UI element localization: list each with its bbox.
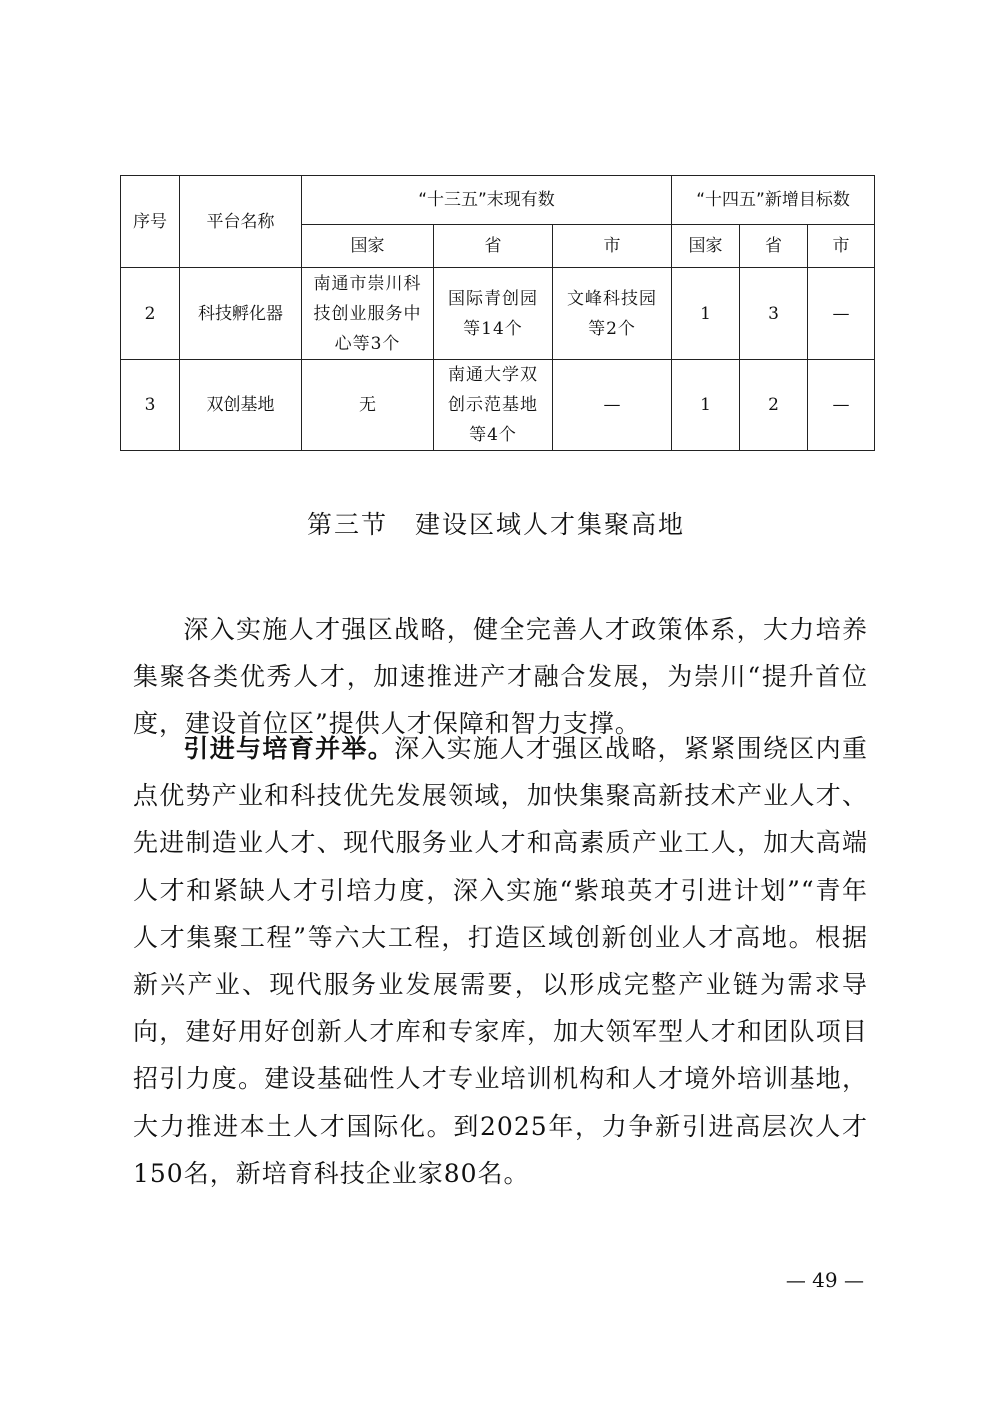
- row-target-province: 2: [740, 360, 808, 451]
- header-seq: 序号: [121, 176, 180, 268]
- row-target-city: —: [808, 268, 875, 360]
- platform-table: [120, 175, 875, 451]
- section-title: 第三节 建设区域人才集聚高地: [306, 510, 685, 539]
- header-target-city: 市: [808, 225, 875, 268]
- table-row: [121, 268, 875, 360]
- header-target-province: 省: [740, 225, 808, 268]
- header-existing-city: 市: [553, 225, 672, 268]
- row-target-national: 1: [672, 268, 740, 360]
- header-existing-province: 省: [434, 225, 553, 268]
- row-target-national: 1: [672, 360, 740, 451]
- paragraph-talent-text: 深入实施人才强区战略，紧紧围绕区内重点优势产业和科技优先发展领域，加快集聚高新技术产业人才、先进制造业人才、现代服务业人才和高素质产业工人，加大高端人才和紧缺人才引培力度，深入实施“紫琅英才引进计划”“青年人才集聚工程”等六大工程，打造区域创新创业人才高地。根据新兴产业、现代服务业发展需要，以形成完整产业链为需求导向，建好用好创新人才库和专家库，加大领军型人才和团队项目招引力度。建设基础性人才专业培训机构和人才境外培训基地，大力推进本土人才国际化。到2025年，力争新引进高层次人才150名，新培育科技企业家80名。: [133, 734, 868, 1188]
- table-row: [121, 360, 875, 451]
- page-number: — 49 —: [785, 1268, 864, 1292]
- row-existing-national: 无: [302, 360, 434, 451]
- paragraph-talent: [133, 725, 868, 1197]
- row-existing-national: 南通市崇川科技创业服务中心等3个: [302, 268, 434, 360]
- header-existing-national: 国家: [302, 225, 434, 268]
- row-existing-city: 文峰科技园等2个: [553, 268, 672, 360]
- row-platform-name: 双创基地: [180, 360, 302, 451]
- row-existing-province: 南通大学双创示范基地等4个: [434, 360, 553, 451]
- paragraph-intro-text: 深入实施人才强区战略，健全完善人才政策体系，大力培养集聚各类优秀人才，加速推进产才融合发展，为崇川“提升首位度，建设首位区”提供人才保障和智力支撑。: [133, 615, 868, 739]
- row-existing-city: —: [553, 360, 672, 451]
- row-seq: 3: [121, 360, 180, 451]
- header-target-national: 国家: [672, 225, 740, 268]
- row-target-province: 3: [740, 268, 808, 360]
- paragraph-lead: 引进与培育并举。: [183, 734, 395, 763]
- row-target-city: —: [808, 360, 875, 451]
- header-existing-count: “十三五”末现有数: [302, 176, 672, 225]
- header-platform-name: 平台名称: [180, 176, 302, 268]
- row-platform-name: 科技孵化器: [180, 268, 302, 360]
- header-target-count: “十四五”新增目标数: [672, 176, 875, 225]
- row-seq: 2: [121, 268, 180, 360]
- row-existing-province: 国际青创园等14个: [434, 268, 553, 360]
